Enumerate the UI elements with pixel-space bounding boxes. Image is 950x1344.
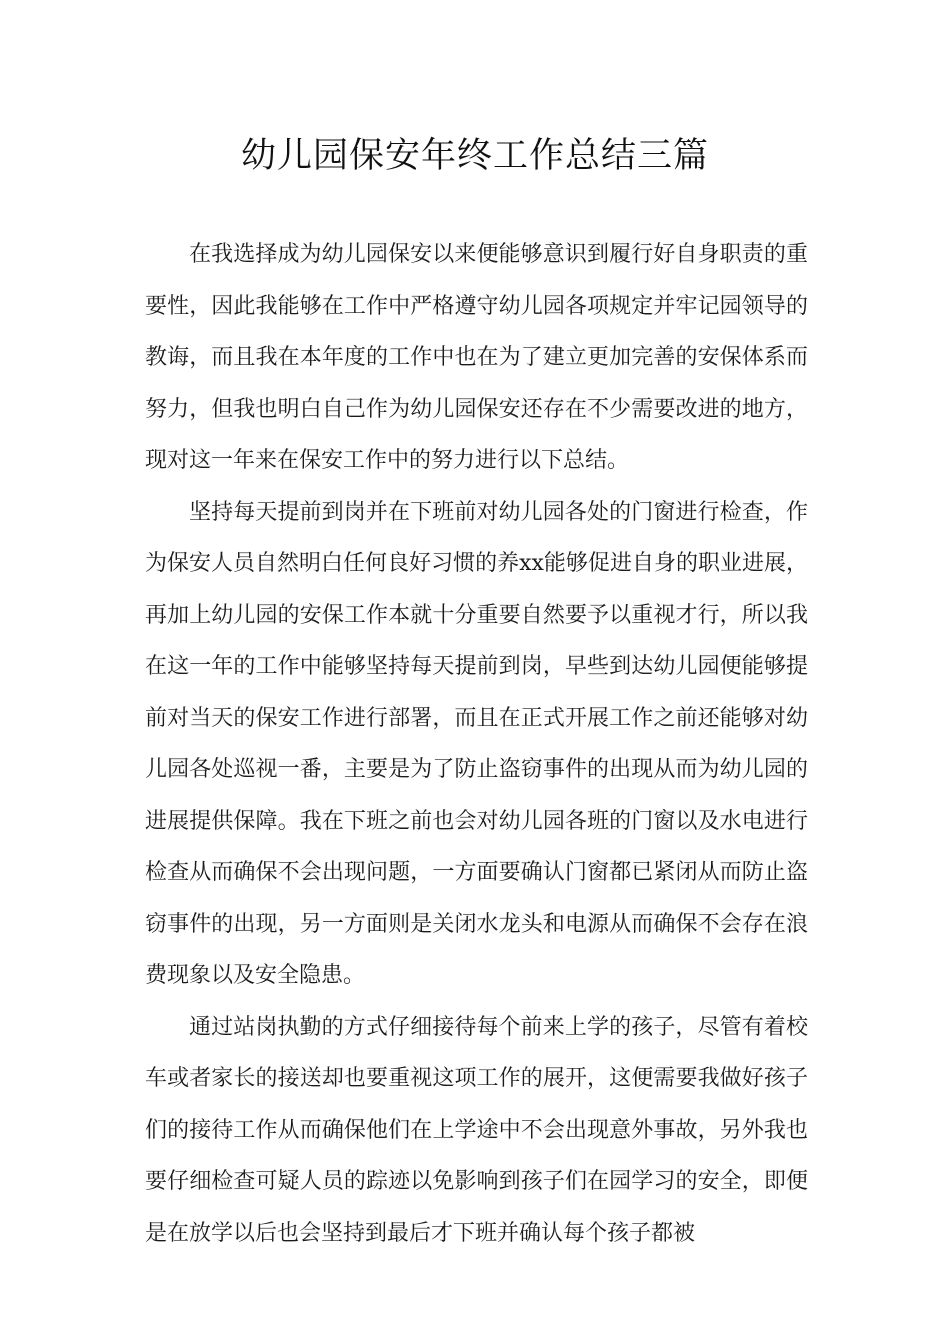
document-body <box>145 229 808 1259</box>
paragraph-2: 坚持每天提前到岗并在下班前对幼儿园各处的门窗进行检查，作为保安人员自然明白任何良好习惯的养xx能够促进自身的职业进展，再加上幼儿园的安保工作本就十分重要自然要予以重视才行，所以我在这一年的工作中能够坚持每天提前到岗，早些到达幼儿园便能够提前对当天的保安工作进行部署，而且在正式开展工作之前还能够对幼儿园各处巡视一番，主要是为了防止盗窃事件的出现从而为幼儿园的进展提供保障。我在下班之前也会对幼儿园各班的门窗以及水电进行检查从而确保不会出现问题，一方面要确认门窗都已紧闭从而防止盗窃事件的出现，另一方面则是关闭水龙头和电源从而确保不会存在浪费现象以及安全隐患。 <box>145 499 808 988</box>
document-title: 幼儿园保安年终工作总结三篇 <box>240 136 709 176</box>
paragraph-1: 在我选择成为幼儿园保安以来便能够意识到履行好自身职责的重要性，因此我能够在工作中严格遵守幼儿园各项规定并牢记园领导的教诲，而且我在本年度的工作中也在为了建立更加完善的安保体系而努力，但我也明白自己作为幼儿园保安还存在不少需要改进的地方，现对这一年来在保安工作中的努力进行以下总结。 <box>145 242 808 473</box>
paragraph-3: 通过站岗执勤的方式仔细接待每个前来上学的孩子，尽管有着校车或者家长的接送却也要重视这项工作的展开，这便需要我做好孩子们的接待工作从而确保他们在上学途中不会出现意外事故，另外我也要仔细检查可疑人员的踪迹以免影响到孩子们在园学习的安全，即便是在放学以后也会坚持到最后才下班并确认每个孩子都被 <box>145 1014 808 1246</box>
